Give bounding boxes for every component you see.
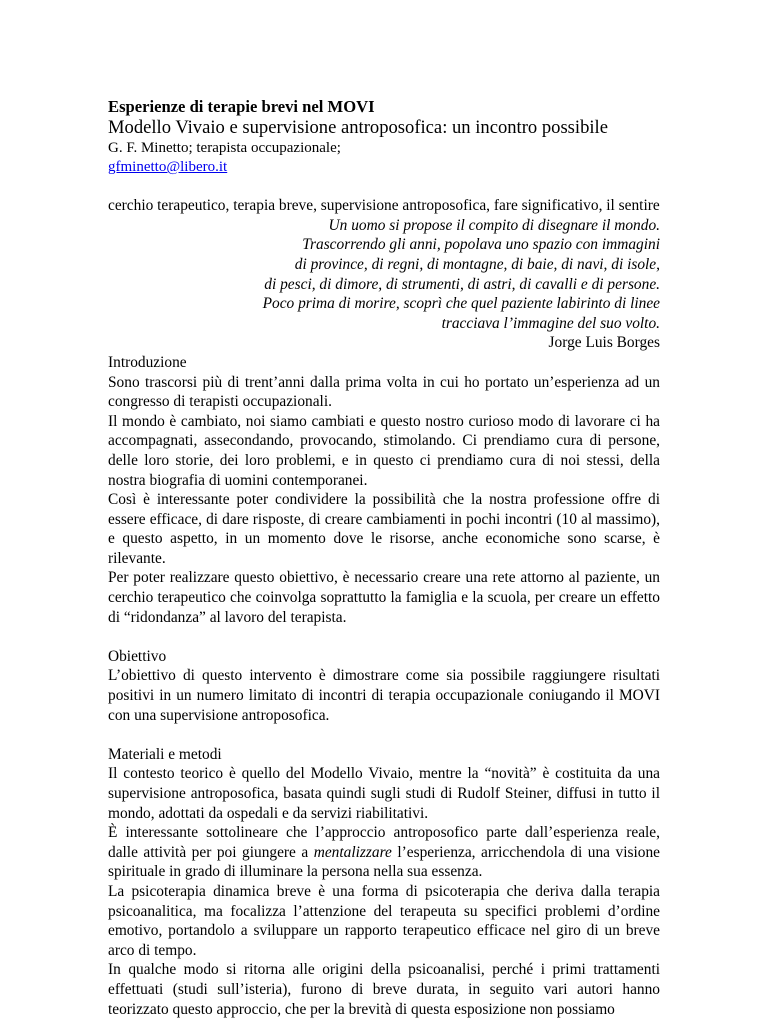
section-introduction [108,353,660,627]
epigraph-line: Poco prima di morire, scoprì che quel paziente labirinto di linee [262,295,660,313]
text-run: l’esperienza, arricchendola di una visione spirituale in grado di illuminare la persona nella sua essenza. [108,843,660,881]
author-line: G. F. Minetto; terapista occupazionale; [108,140,341,156]
paragraph: Sono trascorsi più di trent’anni dalla prima volta in cui ho portato un’esperienza ad un congresso di terapisti occupazionali. [108,373,660,411]
epigraph-line: Trascorrendo gli anni, popolava uno spazio con immagini [302,236,660,254]
section-heading: Introduzione [108,353,187,371]
text-run: È interessante sottolineare che l’approccio antroposofico parte dall’esperienza reale, dalle attività per poi giungere a [108,824,660,861]
spacer [108,627,660,647]
document-title: Esperienze di terapie brevi nel MOVI [108,97,375,116]
paragraph: L’obiettivo di questo intervento è dimostrare come sia possibile raggiungere risultati positivi in un numero limitato di incontri di terapia occupazionale coniugando il MOVI con una supervisione antroposofica. [108,667,660,724]
document-page [108,97,660,1019]
spacer [108,725,660,745]
paragraph: Per poter realizzare questo obiettivo, è necessario creare una rete attorno al paziente, un cerchio terapeutico che coinvolga soprattutto la famiglia e la scuola, per creare un effetto di “ridondanza” al lavoro del terapista. [108,569,660,626]
document-subtitle: Modello Vivaio e supervisione antroposofica: un incontro possibile [108,117,608,138]
emphasis-text: mentalizzare [313,843,392,861]
epigraph-line: di pesci, di dimore, di strumenti, di astri, di cavalli e di persone. [264,275,660,293]
paragraph: Il contesto teorico è quello del Modello Vivaio, mentre la “novità” è costituita da una supervisione antroposofica, basata quindi sugli studi di Rudolf Steiner, diffusi in tutto il mondo, adottati da ospedali e da servizi riabilitativi. [108,765,660,822]
epigraph-author: Jorge Luis Borges [548,334,660,352]
epigraph [108,216,660,353]
epigraph-line: tracciava l’immagine del suo volto. [441,314,660,332]
paragraph: Così è interessante poter condividere la possibilità che la nostra professione offre di essere efficace, di dare risposte, di creare cambiamenti in pochi incontri (10 al massimo), e questo aspetto, in un momento dove le risorse, anche economiche sono scarse, è rilevante. [108,491,660,567]
epigraph-line: di province, di regni, di montagne, di baie, di navi, di isole, [294,255,660,273]
section-methods [108,745,660,1019]
epigraph-line: Un uomo si propose il compito di disegnare il mondo. [328,216,660,234]
spacer [108,177,660,197]
paragraph: Il mondo è cambiato, noi siamo cambiati e questo nostro curioso modo di lavorare ci ha accompagnati, assecondando, provocando, stimolando. Ci prendiamo cura di persone, delle loro storie, dei loro problemi, e in questo ci prendiamo cura di noi stessi, della nostra biografia di uomini contemporanei. [108,412,660,489]
paragraph: La psicoterapia dinamica breve è una forma di psicoterapia che deriva dalla terapia psicoanalitica, ma focalizza l’attenzione del terapeuta su specifici problemi d’ordine emotivo, portandolo a sviluppare un rapporto terapeutico efficace nel giro di un breve arco di tempo. [108,882,660,959]
keywords: cerchio terapeutico, terapia breve, supervisione antroposofica, fare significativo, il sentire [108,197,660,215]
section-heading: Materiali e metodi [108,745,222,763]
paragraph [108,823,660,882]
paragraph: In qualche modo si ritorna alle origini della psicoanalisi, perché i primi trattamenti effettuati (studi sull’isteria), furono di breve durata, in seguito vari autori hanno teorizzato questo approccio, che per la brevità di questa esposizione non possiamo [108,961,660,1018]
author-email-link[interactable]: gfminetto@libero.it [108,159,228,175]
section-objective [108,647,660,725]
section-heading: Obiettivo [108,647,167,665]
